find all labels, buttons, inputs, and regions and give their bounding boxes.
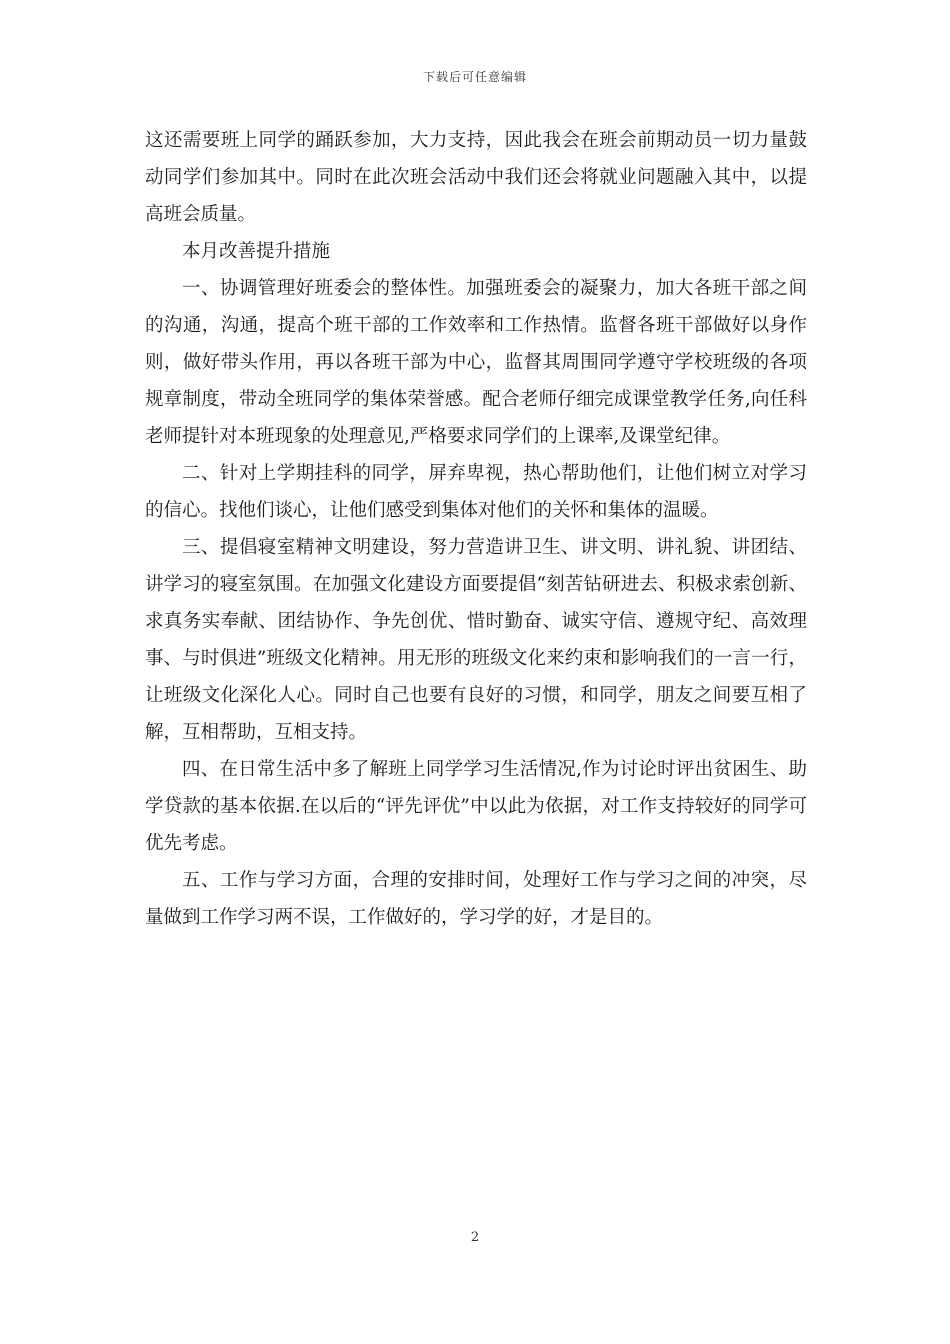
paragraph-continuation: 这还需要班上同学的踊跃参加，大力支持，因此我会在班会前期动员一切力量鼓动同学们参加其中。同时在此次班会活动中我们还会将就业问题融入其中，以提高班会质量。 bbox=[145, 130, 807, 225]
paragraph-item-2: 二、针对上学期挂科的同学，屏弃卑视，热心帮助他们，让他们树立对学习的信心。找他们谈心，让他们感受到集体对他们的关怀和集体的温暖。 bbox=[145, 463, 807, 521]
document-body bbox=[145, 122, 807, 936]
paragraph-item-3: 三、提倡寝室精神文明建设，努力营造讲卫生、讲文明、讲礼貌、讲团结、讲学习的寝室氛围。在加强文化建设方面要提倡“刻苦钻研进去、积极求索创新、求真务实奉献、团结协作、争先创优、惜时勤奋、诚实守信、遵规守纪、高效理事、与时俱进”班级文化精神。用无形的班级文化来约束和影响我们的一言一行，让班级文化深化人心。同时自己也要有良好的习惯，和同学，朋友之间要互相了解，互相帮助，互相支持。 bbox=[145, 537, 807, 743]
section-heading: 本月改善提升措施 bbox=[182, 241, 331, 262]
page-header: 下载后可任意编辑 bbox=[422, 70, 527, 84]
page-number: 2 bbox=[470, 1230, 480, 1245]
paragraph-item-4: 四、在日常生活中多了解班上同学学习生活情况,作为讨论时评出贫困生、助学贷款的基本依据.在以后的“评先评优”中以此为依据，对工作支持较好的同学可优先考虑。 bbox=[145, 759, 807, 854]
paragraph-item-1: 一、协调管理好班委会的整体性。加强班委会的凝聚力，加大各班干部之间的沟通，沟通，提高个班干部的工作效率和工作热情。监督各班干部做好以身作则，做好带头作用，再以各班干部为中心，监督其周围同学遵守学校班级的各项规章制度，带动全班同学的集体荣誉感。配合老师仔细完成课堂教学任务,向任科老师提针对本班现象的处理意见,严格要求同学们的上课率,及课堂纪律。 bbox=[145, 278, 807, 447]
paragraph-item-5: 五、工作与学习方面，合理的安排时间，处理好工作与学习之间的冲突，尽量做到工作学习两不误，工作做好的，学习学的好，才是目的。 bbox=[145, 870, 807, 928]
